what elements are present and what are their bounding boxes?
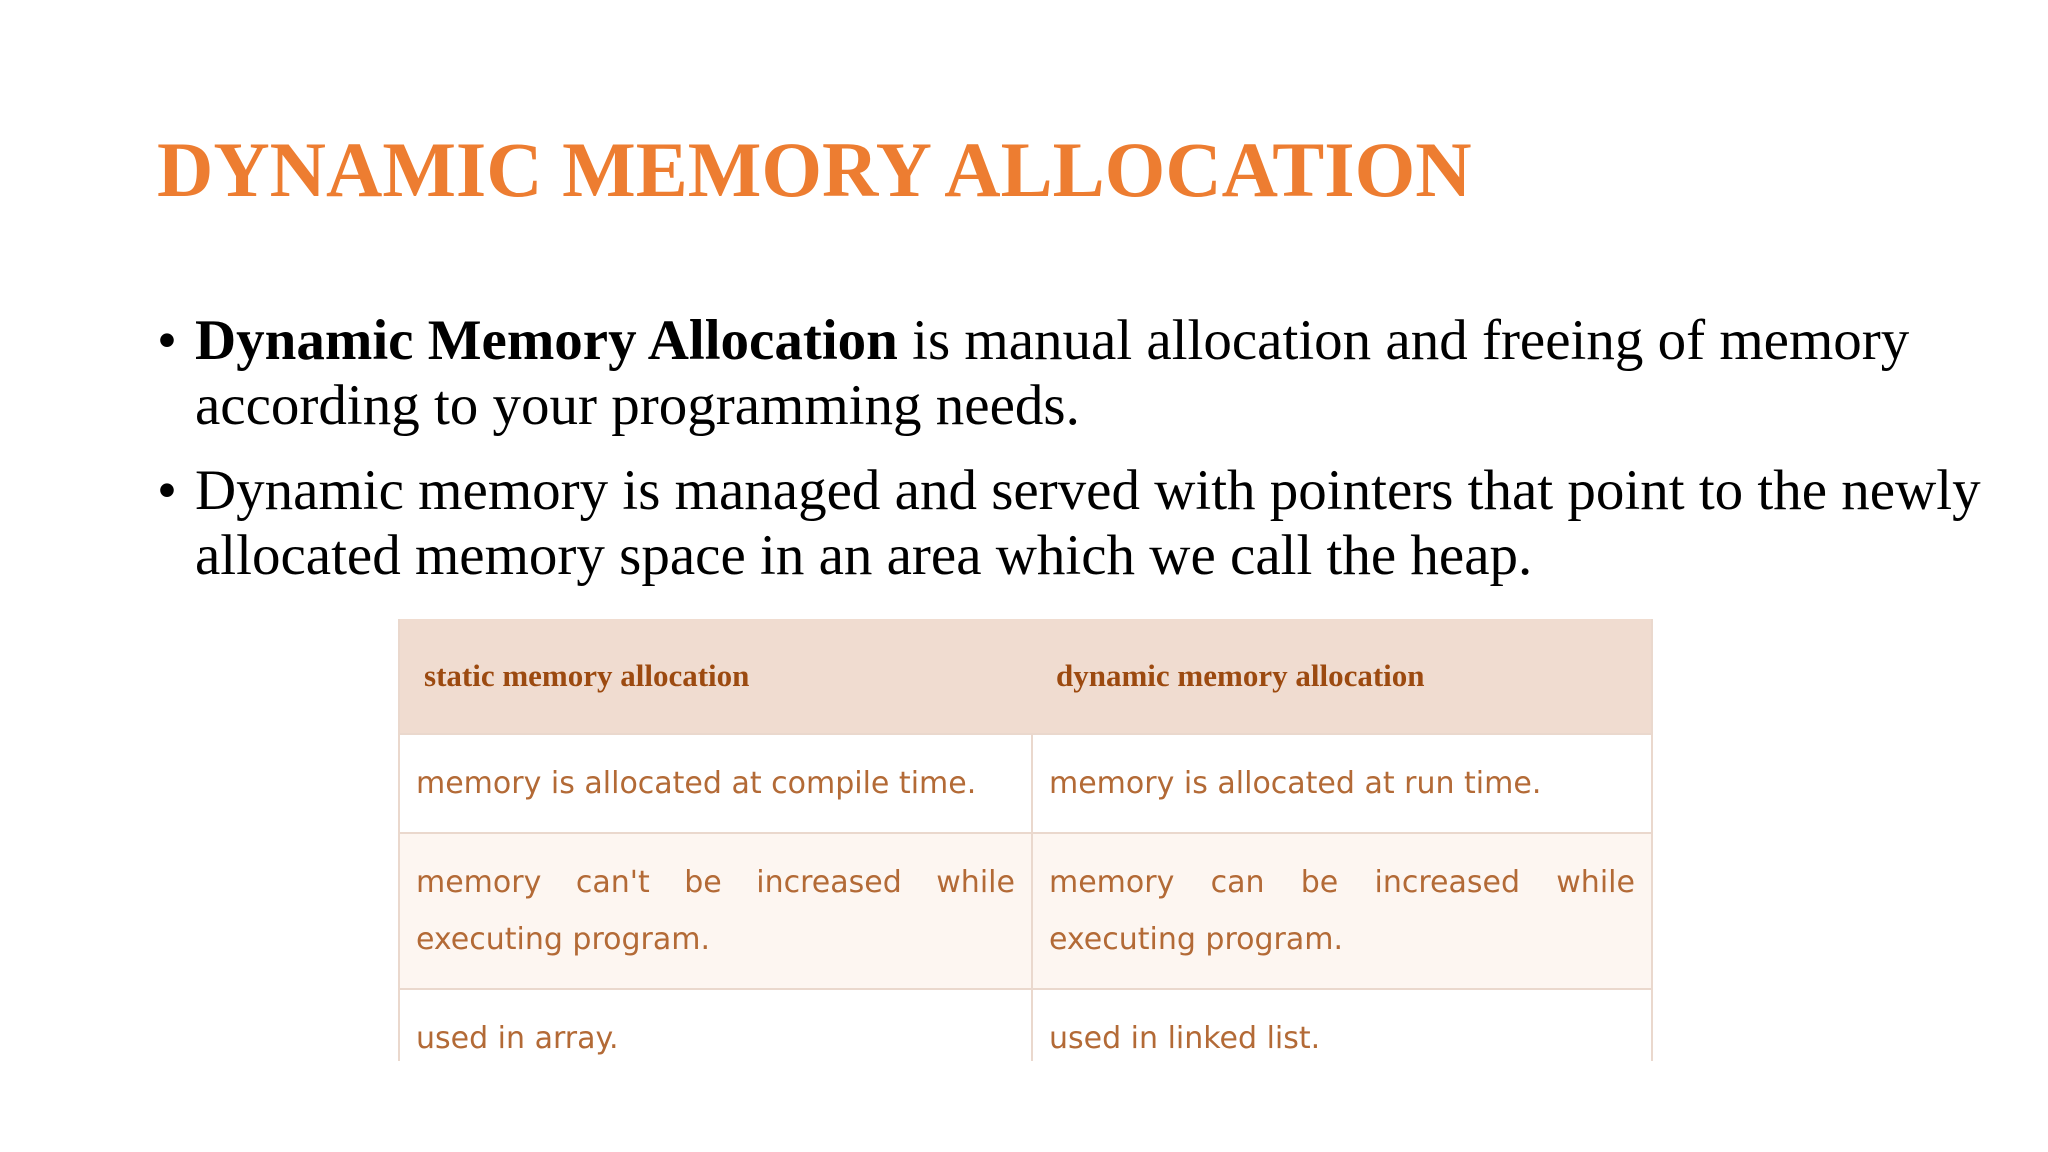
cell-word: be — [684, 865, 722, 900]
table-row — [400, 833, 1651, 989]
bullet-bold-text: Dynamic Memory Allocation — [195, 309, 898, 372]
table-cell: used in array. — [400, 989, 1032, 1061]
bullet-text: Dynamic memory is managed and served with pointers that point to the newly allocated memory space in an area which we call the heap. — [195, 459, 1981, 587]
bullet-item — [157, 308, 2017, 438]
bullet-dot: • — [157, 459, 177, 522]
bullet-item — [157, 458, 2017, 588]
comparison-table — [400, 619, 1651, 1061]
cell-word: increased — [756, 865, 902, 900]
bullet-list — [157, 308, 2017, 608]
table-row — [400, 734, 1651, 833]
table-header-row — [400, 619, 1651, 734]
cell-word: memory — [416, 865, 542, 900]
table-header-dynamic: dynamic memory allocation — [1032, 619, 1651, 734]
cell-word: can't — [575, 865, 650, 900]
table-cell: memory is allocated at compile time. — [400, 734, 1032, 833]
cell-line: executing program. — [416, 922, 711, 957]
comparison-table-image — [398, 619, 1653, 1061]
slide-title: DYNAMIC MEMORY ALLOCATION — [157, 126, 1472, 213]
table-cell — [400, 833, 1032, 989]
cell-word: while — [1556, 865, 1635, 900]
table-header-static: static memory allocation — [400, 619, 1032, 734]
cell-word: can — [1210, 865, 1265, 900]
cell-word: be — [1300, 865, 1339, 900]
cell-word: while — [936, 865, 1015, 900]
table-cell — [1032, 833, 1651, 989]
cell-word: increased — [1374, 865, 1521, 900]
table-cell: used in linked list. — [1032, 989, 1651, 1061]
cell-line: executing program. — [1049, 922, 1344, 957]
bullet-text: is manual allocation and freeing of memory according to your programming needs. — [195, 309, 1910, 437]
cell-line — [416, 854, 1015, 911]
table-row — [400, 989, 1651, 1061]
bullet-dot: • — [157, 309, 177, 372]
cell-line — [1049, 854, 1635, 911]
cell-word: memory — [1049, 865, 1175, 900]
table-cell: memory is allocated at run time. — [1032, 734, 1651, 833]
